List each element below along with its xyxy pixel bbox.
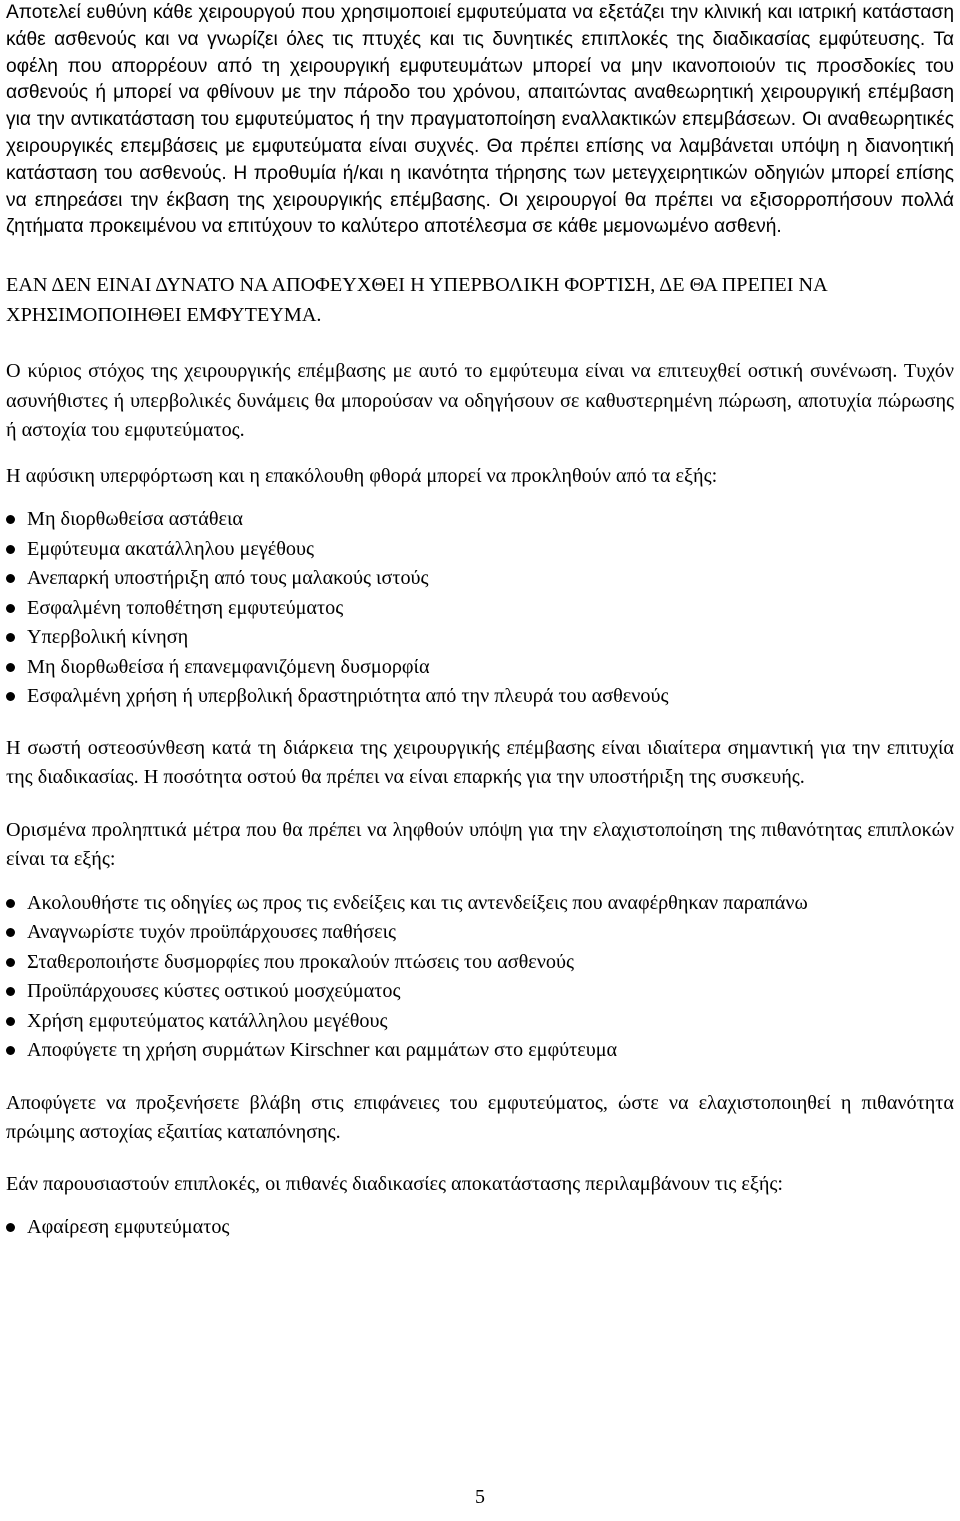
paragraph-surgery-goal: Ο κύριος στόχος της χειρουργικής επέμβασης με αυτό το εμφύτευμα είναι να επιτευχθεί οστική συνένωση. Τυχόν ασυνήθιστες ή υπερβολικές δυνάμεις θα μπορούσαν να οδηγήσουν σε καθυστερημένη πώρωση, αποτυχία πώρωσης ή αστοχία του εμφυτεύματος. <box>6 360 954 442</box>
paragraph-surgeon-responsibility: Αποτελεί ευθύνη κάθε χειρουργού που χρησιμοποιεί εμφυτεύματα να εξετάζει την κλινική και ιατρική κατάσταση κάθε ασθενούς και να γνωρίζει όλες τις πτυχές και τις δυνητικές επιπλοκές της διαδικασίας εμφύτευσης. Τα οφέλη που απορρέουν από τη χειρουργική εμφυτευμάτων μπορεί να μην ικανοποιούν τις προσδοκίες του ασθενούς ή μπορεί να φθίνουν με την πάροδο του χρόνου, απαιτώντας αναθεωρητική χειρουργική επέμβαση για την αντικατάσταση του εμφυτεύματος ή την πραγματοποίηση εναλλακτικών επεμβάσεων. Οι αναθεωρητικές χειρουργικές επεμβάσεις με εμφυτεύματα είναι συχνές. Θα πρέπει επίσης να λαμβάνεται υπόψη η διανοητική κατάσταση του ασθενούς. Η προθυμία ή/και η ικανότητα τήρησης των μετεγχειρητικών οδηγιών μπορεί επίσης να επηρεάσει την έκβαση της χειρουργικής επέμβασης. Οι χειρουργοί θα πρέπει να εξισορροπήσουν πολλά ζητήματα προκειμένου να επιτύχουν το καλύτερο αποτέλεσμα σε κάθε μεμονωμένο ασθενή. <box>6 2 954 238</box>
paragraph-precautions-intro: Ορισμένα προληπτικά μέτρα που θα πρέπει να ληφθούν υπόψη για την ελαχιστοποίηση της πιθανότητας επιπλοκών είναι τα εξής: <box>6 818 954 871</box>
page-number: 5 <box>475 1486 485 1508</box>
restoration-procedures-list <box>6 1213 954 1243</box>
list-item: Εμφύτευμα ακατάλληλου μεγέθους <box>6 535 954 565</box>
bullet-icon <box>6 987 15 996</box>
list-item: Αναγνωρίστε τυχόν προϋπάρχουσες παθήσεις <box>6 918 954 948</box>
list-item: Χρήση εμφυτεύματος κατάλληλου μεγέθους <box>6 1007 954 1037</box>
list-item: Ανεπαρκή υποστήριξη από τους μαλακούς ιστούς <box>6 564 954 594</box>
list-item: Προϋπάρχουσες κύστες οστικού μοσχεύματος <box>6 977 954 1007</box>
overload-causes-list <box>6 505 954 712</box>
bullet-icon <box>6 633 15 642</box>
bullet-icon <box>6 545 15 554</box>
bullet-icon <box>6 899 15 908</box>
paragraph-avoid-damage: Αποφύγετε να προξενήσετε βλάβη στις επιφάνειες του εμφυτεύματος, ώστε να ελαχιστοποιηθεί η πιθανότητα πρώιμης αστοχίας εξαιτίας καταπόνησης. <box>6 1091 954 1144</box>
list-item: Υπερβολική κίνηση <box>6 623 954 653</box>
bullet-icon <box>6 958 15 967</box>
bullet-icon <box>6 1046 15 1055</box>
paragraph-osteosynthesis: Η σωστή οστεοσύνθεση κατά τη διάρκεια της χειρουργικής επέμβασης είναι ιδιαίτερα σημαντική για την επιτυχία της διαδικασίας. Η ποσότητα οστού θα πρέπει να είναι επαρκής για την υποστήριξη της συσκευής. <box>6 736 954 789</box>
paragraph-overload-warning: ΕΑΝ ΔΕΝ ΕΙΝΑΙ ΔΥΝΑΤΟ ΝΑ ΑΠΟΦΕΥΧΘΕΙ Η ΥΠΕΡΒΟΛΙΚΗ ΦΟΡΤΙΣΗ, ΔΕ ΘΑ ΠΡΕΠΕΙ ΝΑ ΧΡΗΣΙΜΟΠΟΙΗΘΕΙ ΕΜΦΥΤΕΥΜΑ. <box>6 274 827 326</box>
bullet-icon <box>6 692 15 701</box>
document-page <box>6 0 954 1243</box>
bullet-icon <box>6 1223 15 1232</box>
list-item: Αφαίρεση εμφυτεύματος <box>6 1213 954 1243</box>
list-item: Εσφαλμένη τοποθέτηση εμφυτεύματος <box>6 594 954 624</box>
bullet-icon <box>6 663 15 672</box>
bullet-icon <box>6 1017 15 1026</box>
precautions-list <box>6 889 954 1066</box>
paragraph-overload-causes-intro: Η αφύσικη υπερφόρτωση και η επακόλουθη φθορά μπορεί να προκληθούν από τα εξής: <box>6 464 718 487</box>
bullet-icon <box>6 515 15 524</box>
list-item: Σταθεροποιήστε δυσμορφίες που προκαλούν πτώσεις του ασθενούς <box>6 948 954 978</box>
bullet-icon <box>6 928 15 937</box>
list-item: Ακολουθήστε τις οδηγίες ως προς τις ενδείξεις και τις αντενδείξεις που αναφέρθηκαν παραπάνω <box>6 889 954 919</box>
bullet-icon <box>6 604 15 613</box>
list-item: Μη διορθωθείσα ή επανεμφανιζόμενη δυσμορφία <box>6 653 954 683</box>
list-item: Εσφαλμένη χρήση ή υπερβολική δραστηριότητα από την πλευρά του ασθενούς <box>6 682 954 712</box>
paragraph-complications-intro: Εάν παρουσιαστούν επιπλοκές, οι πιθανές διαδικασίες αποκατάστασης περιλαμβάνουν τις εξής: <box>6 1172 784 1195</box>
list-item: Αποφύγετε τη χρήση συρμάτων Kirschner και ραμμάτων στο εμφύτευμα <box>6 1036 954 1066</box>
list-item: Μη διορθωθείσα αστάθεια <box>6 505 954 535</box>
bullet-icon <box>6 574 15 583</box>
